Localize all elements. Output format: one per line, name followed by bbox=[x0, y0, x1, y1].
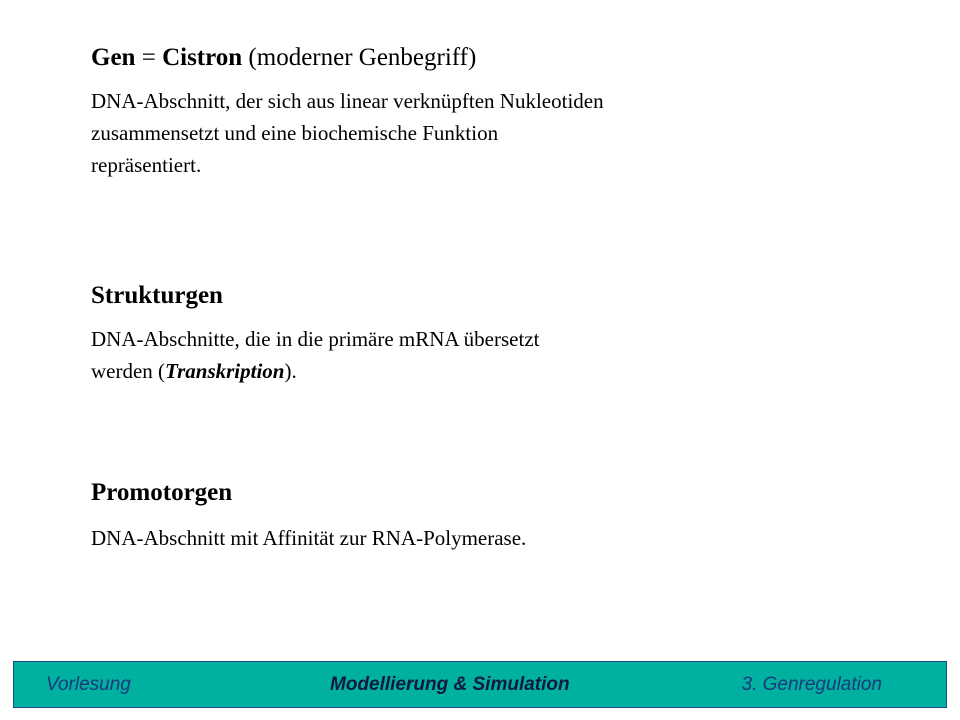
definition-line: repräsentiert. bbox=[91, 153, 202, 177]
footer-course-label: Vorlesung bbox=[46, 674, 131, 695]
heading-term: Strukturgen bbox=[91, 282, 223, 309]
section-strukturgen bbox=[91, 281, 851, 387]
heading-subtitle: (moderner Genbegriff) bbox=[242, 44, 477, 71]
definition-line: zusammensetzt und eine biochemische Funktion bbox=[91, 121, 499, 145]
definition-promotorgen bbox=[91, 522, 851, 554]
definition-strukturgen bbox=[91, 323, 851, 387]
definition-line bbox=[91, 355, 851, 387]
definition-line: DNA-Abschnitt, der sich aus linear verknüpften Nukleotiden bbox=[91, 89, 604, 113]
heading-promotorgen bbox=[91, 478, 851, 508]
heading-term-gen: Gen bbox=[91, 44, 136, 71]
footer-course-title: Modellierung & Simulation bbox=[330, 674, 570, 695]
definition-line: DNA-Abschnitte, die in die primäre mRNA übersetzt bbox=[91, 327, 540, 351]
definition-emphasis: Transkription bbox=[165, 359, 285, 383]
definition-line: DNA-Abschnitt mit Affinität zur RNA-Polymerase. bbox=[91, 526, 527, 550]
definition-text: werden ( bbox=[91, 359, 166, 383]
heading-term-cistron: Cistron bbox=[162, 44, 243, 71]
section-promotorgen bbox=[91, 478, 851, 554]
section-gen-cistron bbox=[91, 43, 851, 181]
heading-gen-cistron bbox=[91, 43, 851, 73]
heading-strukturgen bbox=[91, 281, 851, 311]
footer-chapter: 3. Genregulation bbox=[741, 674, 882, 695]
heading-term: Promotorgen bbox=[91, 479, 233, 506]
footer-bar bbox=[13, 661, 947, 708]
definition-text: ). bbox=[284, 359, 297, 383]
definition-gen bbox=[91, 85, 851, 181]
heading-equals: = bbox=[135, 44, 163, 71]
